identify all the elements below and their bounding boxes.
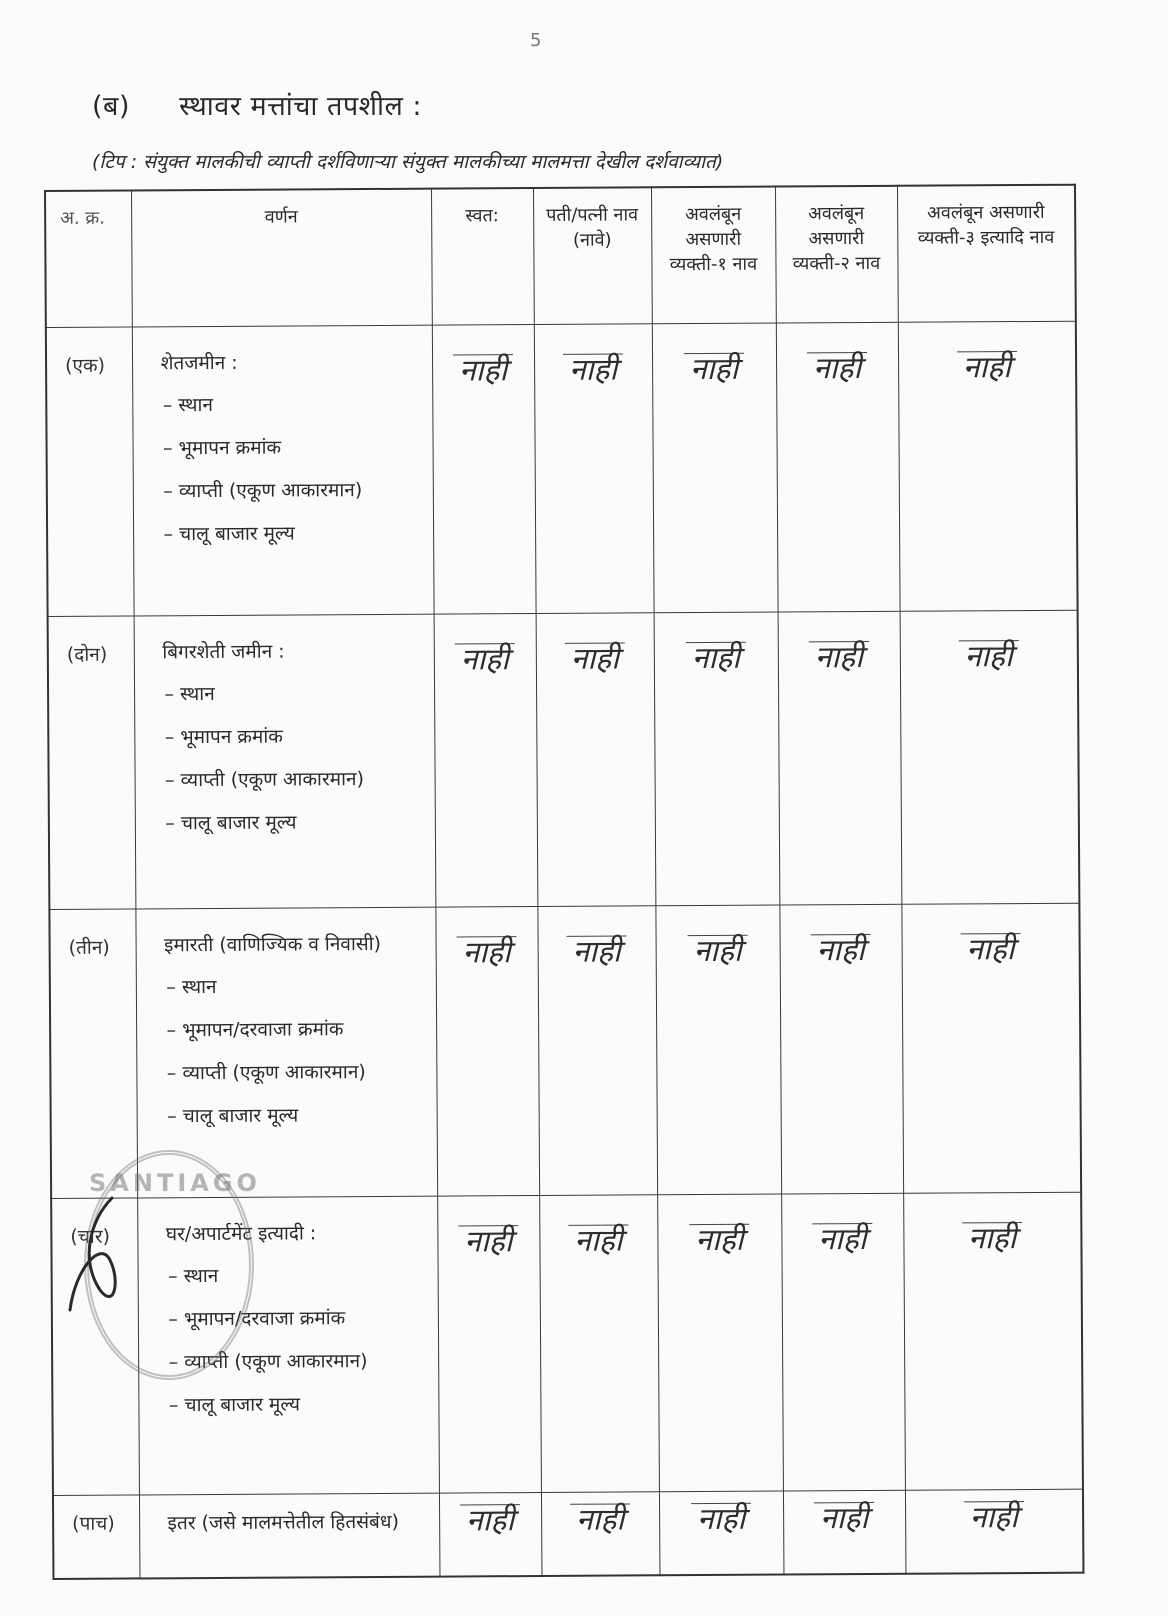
value-spouse xyxy=(541,1491,660,1575)
value-self xyxy=(437,1195,541,1493)
sub-item: – स्थान xyxy=(164,682,215,705)
value-dependent-1 xyxy=(652,323,778,613)
handwritten-value: नाही xyxy=(457,936,517,969)
row-title: बिगरशेती जमीन : xyxy=(162,640,285,663)
sub-item: – स्थान xyxy=(168,1264,219,1287)
sub-item: – व्याप्ती (एकूण आकारमान) xyxy=(166,1060,366,1084)
handwritten-value: नाही xyxy=(689,1223,749,1256)
sub-item: – व्याप्ती (एकूण आकारमान) xyxy=(168,1349,368,1373)
row-title: इतर (जसे मालमत्तेतील हितसंबंध) xyxy=(167,1510,400,1534)
value-dependent-1 xyxy=(659,1491,784,1575)
table-row xyxy=(49,903,1081,1198)
handwritten-value: नाही xyxy=(960,933,1020,966)
handwritten-value: नाही xyxy=(460,1504,520,1537)
sub-item: – स्थान xyxy=(166,975,217,998)
section-heading xyxy=(92,86,422,123)
value-self xyxy=(435,906,539,1196)
header-self: स्वत: xyxy=(431,188,534,325)
signature-mark xyxy=(60,1180,180,1330)
value-self xyxy=(439,1492,542,1576)
sub-item: – भूमापन क्रमांक xyxy=(163,436,282,459)
row-index: (एक) xyxy=(46,326,134,616)
handwritten-value: नाही xyxy=(964,1501,1024,1534)
handwritten-value: नाही xyxy=(565,642,625,675)
sub-item: – भूमापन/दरवाजा क्रमांक xyxy=(166,1017,344,1041)
handwritten-value: नाही xyxy=(458,1225,518,1258)
handwritten-value: नाही xyxy=(686,641,746,674)
value-dependent-3 xyxy=(900,610,1080,904)
page-number: 5 xyxy=(530,30,542,51)
row-title: इमारती (वाणिज्यिक व निवासी) xyxy=(164,932,382,956)
handwritten-value: नाही xyxy=(957,351,1017,384)
table-row xyxy=(53,1489,1083,1579)
row-title: शेतजमीन : xyxy=(160,351,238,374)
handwritten-value: नाही xyxy=(684,352,744,385)
value-dependent-2 xyxy=(778,611,902,905)
header-dependent-1: अवलंबून असणारी व्यक्ती-१ नाव xyxy=(651,187,776,324)
row-index: (पाच) xyxy=(53,1494,140,1578)
header-dependent-2: अवलंबून असणारी व्यक्ती-२ नाव xyxy=(775,186,898,323)
handwritten-value: नाही xyxy=(962,1222,1022,1255)
sub-item: – भूमापन/दरवाजा क्रमांक xyxy=(168,1306,346,1330)
section-title: स्थावर मत्तांचा तपशील : xyxy=(179,91,423,122)
sub-item: – चालू बाजार मूल्य xyxy=(163,521,295,545)
value-dependent-3 xyxy=(898,321,1078,611)
section-number: (ब) xyxy=(92,91,130,122)
sub-item: – चालू बाजार मूल्य xyxy=(165,810,297,834)
header-dependent-3: अवलंबून असणारी व्यक्ती-३ इत्यादि नाव xyxy=(897,185,1076,322)
handwritten-value: नाही xyxy=(455,643,515,676)
value-dependent-1 xyxy=(655,905,781,1195)
value-dependent-1 xyxy=(654,612,780,906)
handwritten-value: नाही xyxy=(812,1222,872,1255)
value-self xyxy=(434,613,538,907)
handwritten-value: नाही xyxy=(567,935,627,968)
value-dependent-3 xyxy=(901,903,1081,1193)
value-dependent-3 xyxy=(903,1192,1083,1490)
value-spouse xyxy=(534,323,654,613)
value-dependent-2 xyxy=(781,1193,905,1491)
value-spouse xyxy=(536,612,656,906)
sub-item: – चालू बाजार मूल्य xyxy=(167,1103,299,1127)
handwritten-value: नाही xyxy=(687,934,747,967)
row-description xyxy=(134,614,436,909)
row-description xyxy=(139,1493,440,1578)
value-dependent-2 xyxy=(776,322,900,612)
value-self xyxy=(432,324,536,614)
table-row xyxy=(48,610,1080,909)
value-dependent-1 xyxy=(657,1194,783,1492)
handwritten-value: नाही xyxy=(809,640,869,673)
handwritten-value: नाही xyxy=(814,1501,874,1534)
section-note: (टिप : संयुक्त मालकीची व्याप्ती दर्शविणाऱ्या संयुक्त मालकीच्या मालमत्ता देखील दर्शवाव्यात) xyxy=(92,151,724,173)
handwritten-value: नाही xyxy=(568,1224,628,1257)
handwritten-value: नाही xyxy=(563,353,623,386)
table-row xyxy=(46,321,1078,616)
handwritten-value: नाही xyxy=(958,640,1018,673)
official-seal-stamp: SANTIAGO xyxy=(84,1150,254,1380)
row-description xyxy=(132,325,434,616)
value-dependent-3 xyxy=(905,1489,1084,1574)
value-dependent-2 xyxy=(783,1490,906,1574)
handwritten-value: नाही xyxy=(570,1503,630,1536)
sub-item: – व्याप्ती (एकूण आकारमान) xyxy=(163,478,363,502)
row-title: घर/अपार्टमेंट इत्यादी : xyxy=(165,1221,317,1245)
row-index: (तीन) xyxy=(49,908,137,1198)
row-index: (चार) xyxy=(51,1197,139,1495)
handwritten-value: नाही xyxy=(807,351,867,384)
header-serial: अ. क्र. xyxy=(45,190,132,327)
sub-item: – स्थान xyxy=(162,393,214,416)
table-header-row xyxy=(45,185,1076,327)
sub-item: – व्याप्ती (एकूण आकारमान) xyxy=(165,767,365,791)
value-spouse xyxy=(537,905,657,1195)
sub-item: – भूमापन क्रमांक xyxy=(164,725,283,748)
header-spouse: पती/पत्नी नाव (नावे) xyxy=(533,187,652,324)
row-index: (दोन) xyxy=(48,615,136,909)
handwritten-value: नाही xyxy=(691,1502,751,1535)
header-description: वर्णन xyxy=(131,189,432,327)
handwritten-value: नाही xyxy=(810,933,870,966)
value-dependent-2 xyxy=(779,904,903,1194)
value-spouse xyxy=(539,1194,659,1492)
sub-item: – चालू बाजार मूल्य xyxy=(168,1392,301,1416)
handwritten-value: नाही xyxy=(453,354,513,387)
